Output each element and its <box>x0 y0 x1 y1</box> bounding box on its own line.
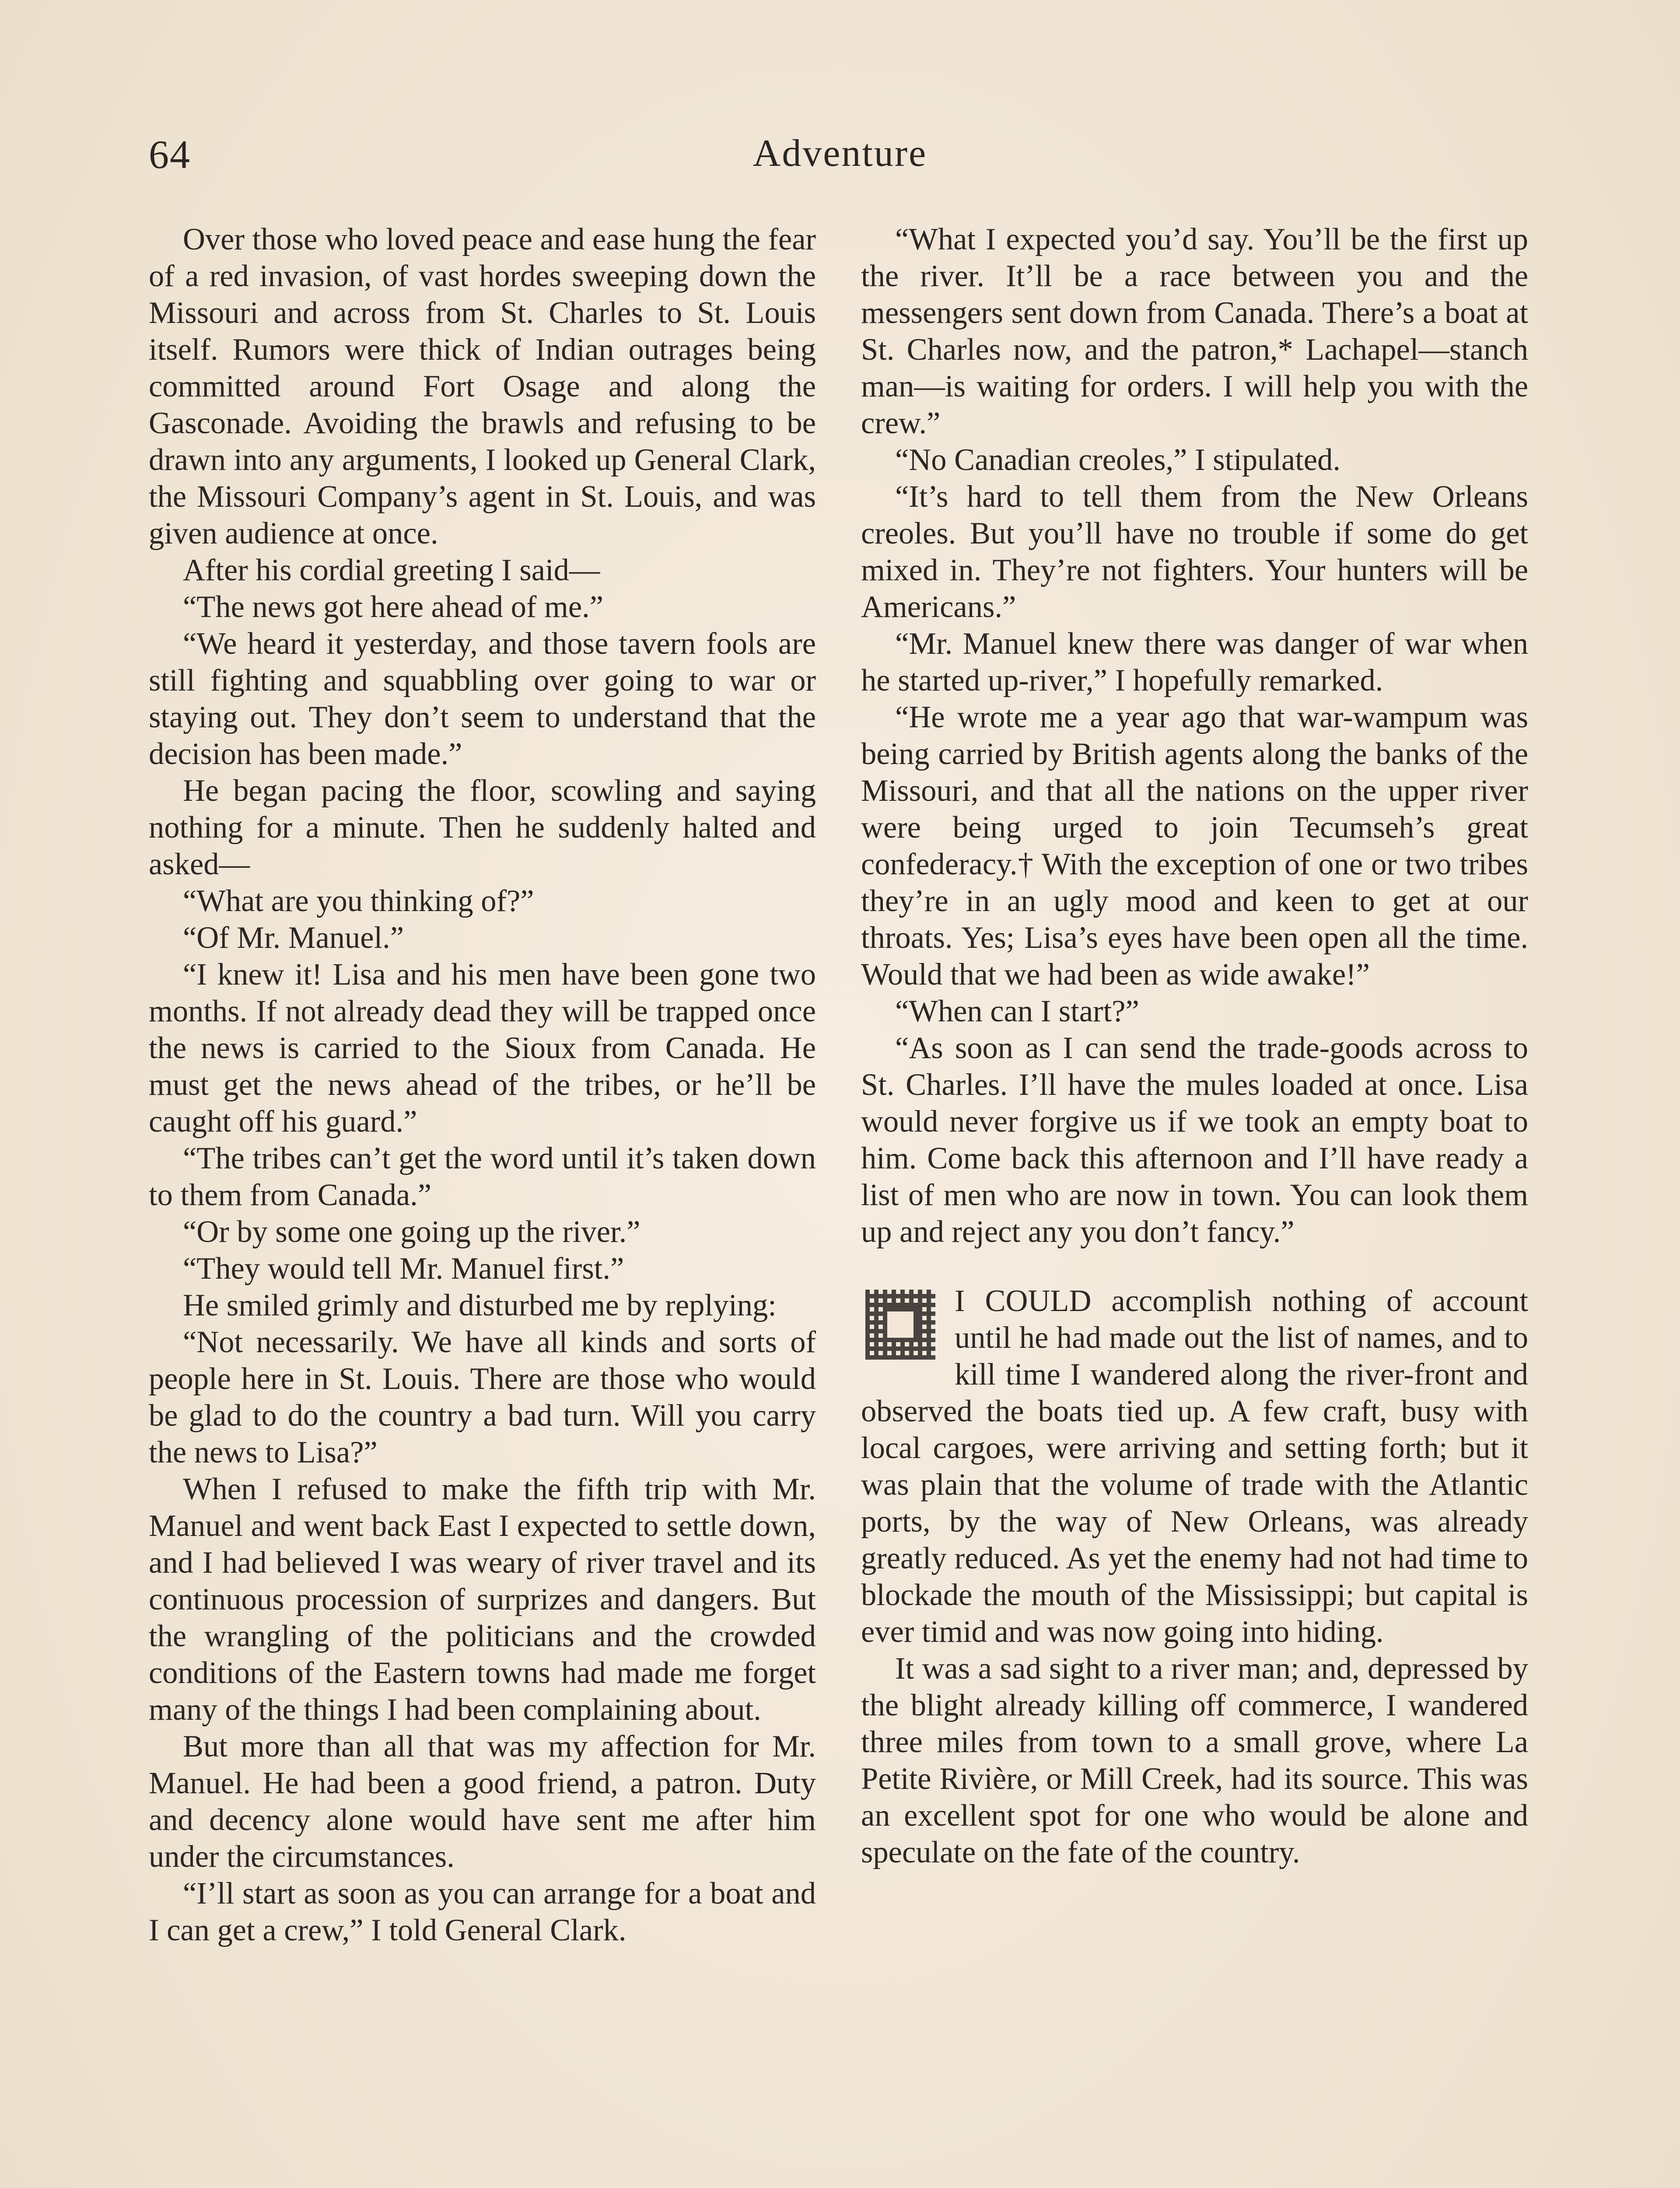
paragraph: He began pacing the floor, scowling and saying nothing for a minute. Then he suddenly halted and asked— <box>149 774 816 881</box>
running-title: Adventure <box>752 132 928 175</box>
page-number: 64 <box>149 132 191 177</box>
paragraph: “Or by some one going up the river.” <box>183 1215 640 1249</box>
ornamental-initial-icon <box>861 1287 940 1362</box>
paragraph: “I’ll start as soon as you can arrange for a boat and I can get a crew,” I told General Clark. <box>149 1876 816 1947</box>
paragraph: “As soon as I can send the trade-goods across to St. Charles. I’ll have the mules loaded at once. Lisa would never forgive us if we took an empty boat to him. Come back this afternoon and I’ll have ready a list of men who are now in town. You can look them up and reject any you don’t fancy.” <box>861 1031 1528 1249</box>
paragraph: “I knew it! Lisa and his men have been gone two months. If not already dead they will be trapped once the news is carried to the Sioux from Canada. He must get the news ahead of the tribes, or he’ll be caught off his guard.” <box>149 957 816 1139</box>
paragraph: “We heard it yesterday, and those tavern fools are still fighting and squabbling over going to war or staying out. They don’t seem to understand that the decision has been made.” <box>149 627 816 771</box>
paragraph: “What are you thinking of?” <box>183 884 534 918</box>
paragraph: Over those who loved peace and ease hung the fear of a red invasion, of vast hordes sweeping down the Missouri and across from St. Charles to St. Louis itself. Rumors were thick of Indian outrages being committed around Fort Osage and along the Gasconade. Avoiding the brawls and refusing to be drawn into any arguments, I looked up General Clark, the Missouri Company’s agent in St. Louis, and was given audience at once. <box>149 222 816 551</box>
paragraph: “They would tell Mr. Manuel first.” <box>183 1252 624 1286</box>
right-text-column <box>861 221 1528 1871</box>
section-opening-paragraph <box>861 1283 1528 1650</box>
paragraph: When I refused to make the fifth trip with Mr. Manuel and went back East I expected to settle down, and I had believed I was weary of river travel and its continuous procession of surprizes and dangers. But the wrangling of the politicians and the crowded conditions of the Eastern towns had made me forget many of the things I had been complaining about. <box>149 1472 816 1727</box>
section-opening-text: I COULD accomplish nothing of account until he had made out the list of names, and to kill time I wandered along the river-front and observed the boats tied up. A few craft, busy with local cargoes, were arriving and setting forth; but it was plain that the volume of trade with the Atlantic ports, by the way of New Orleans, was already greatly reduced. As yet the enemy had not had time to blockade the mouth of the Mississippi; but capital is ever timid and was now going into hiding. <box>861 1284 1528 1649</box>
paragraph: “Of Mr. Manuel.” <box>183 921 404 955</box>
paragraph: “What I expected you’d say. You’ll be the first up the river. It’ll be a race between you and the messengers sent down from Canada. There’s a boat at St. Charles now, and the patron,* Lachapel—stanch man—is waiting for orders. I will help you with the crew.” <box>861 222 1528 440</box>
paragraph: “The news got here ahead of me.” <box>183 590 604 624</box>
paragraph: He smiled grimly and disturbed me by replying: <box>183 1288 777 1322</box>
paragraph: But more than all that was my affection for Mr. Manuel. He had been a good friend, a patron. Duty and decency alone would have sent me after him under the circumstances. <box>149 1729 816 1874</box>
paragraph: “The tribes can’t get the word until it’s taken down to them from Canada.” <box>149 1141 816 1212</box>
paragraph: “It’s hard to tell them from the New Orleans creoles. But you’ll have no trouble if some do get mixed in. They’re not fighters. Your hunters will be Americans.” <box>861 480 1528 624</box>
paragraph: “He wrote me a year ago that war-wampum was being carried by British agents along the banks of the Missouri, and that all the nations on the upper river were being urged to join Tecumseh’s great confederacy.† With the exception of one or two tribes they’re in an ugly mood and keen to get at our throats. Yes; Lisa’s eyes have been open all the time. Would that we had been as wide awake!” <box>861 700 1528 992</box>
paragraph: “No Canadian creoles,” I stipulated. <box>895 443 1340 477</box>
paragraph: “Not necessarily. We have all kinds and sorts of people here in St. Louis. There are those who would be glad to do the country a bad turn. Will you carry the news to Lisa?” <box>149 1325 816 1469</box>
page-header <box>149 131 1531 179</box>
paragraph: “When can I start?” <box>895 994 1139 1028</box>
left-text-column <box>149 221 816 1949</box>
paragraph: “Mr. Manuel knew there was danger of war when he started up-river,” I hopefully remarked. <box>861 627 1528 698</box>
paragraph: After his cordial greeting I said— <box>183 553 600 587</box>
paragraph: It was a sad sight to a river man; and, depressed by the blight already killing off commerce, I wandered three miles from town to a small grove, where La Petite Rivière, or Mill Creek, had its source. This was an excellent spot for one who would be alone and speculate on the fate of the country. <box>861 1652 1528 1869</box>
